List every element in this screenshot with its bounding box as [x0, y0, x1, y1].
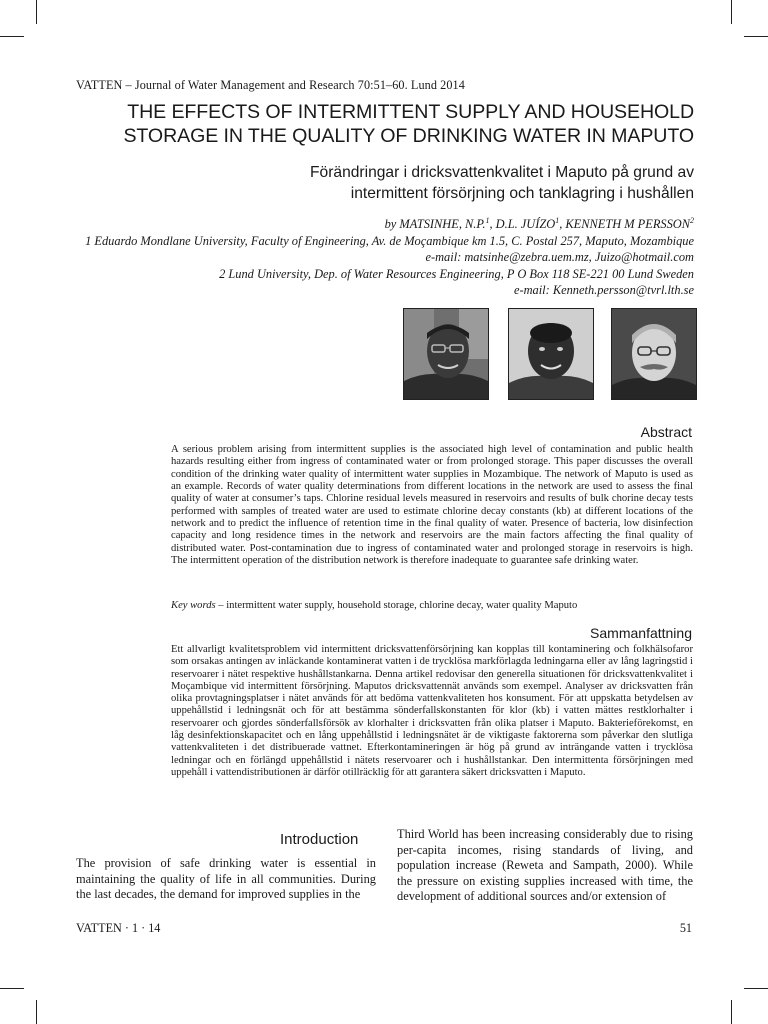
sammanfattning-body	[171, 644, 693, 779]
author-1-affil: 1	[485, 215, 490, 225]
affiliation-2: 2 Lund University, Dep. of Water Resources Engineering, P O Box 118 SE-221 00 Lund Sweden	[219, 266, 694, 281]
title-line-2: STORAGE IN THE QUALITY OF DRINKING WATER IN MAPUTO	[123, 125, 694, 147]
author-photo-1	[403, 308, 489, 400]
crop-mark-top-right-v	[731, 0, 732, 24]
email-2: e-mail: Kenneth.persson@tvrl.lth.se	[513, 283, 694, 298]
sammanfattning-paragraph: Ett allvarligt kvalitetsproblem vid intermittent dricksvattenförsörjning kan kopplas till kontaminering och folkhälsofaror som orsakas antingen av inläckande kontaminerat vatten i de trycklösa markförlagda ledningarna eller av lång lagringstid i reservoarer i nätet respektive hushållstankarna. Denna artikel redovisar den generella situationen för dricksvattenkvalitet i Moçambique vid intermittent försörjning. Maputos dricksvattennät används som exempel. Analyser av dricksvatten från olika provtagningsplatser i nätet används för att bedöma vattenkvaliteten hos konsument. För att uppskatta betydelsen av uppehållstid i ledningsnät och för att bestämma sönderfallskonstanten för klor (kb) i vatten mättes restklorhalter i reservoarer och gjordes sönderfallsförsök av klorhalter i dricksvatten från olika platser i Maputo. Bakterieförekomst, en låg desinfektionskapacitet och en lång uppehållstid i ledningsnätet är de viktigaste faktorerna som påverkar den slutliga vattenkvaliteten i det distribuerade vattnet. Efterkontamineringen är hög på grund av inträngande vatten i trycklösa ledningar och en förlängd uppehållstid i nätets reservoarer och i hushållstankar. Den intermittenta försörjningen med uppehåll i vattendistributionen är därför otillräcklig för att garantera säkert dricksvatten i Maputo.	[171, 644, 693, 778]
keywords-line	[171, 600, 693, 611]
sammanfattning-heading: Sammanfattning	[590, 625, 692, 641]
affiliation-1: 1 Eduardo Mondlane University, Faculty of Engineering, Av. de Moçambique km 1.5, C. Postal 257, Maputo, Mozambique	[85, 233, 694, 248]
author-3: , KENNETH M PERSSON	[559, 217, 690, 231]
article-title	[54, 100, 694, 148]
footer-journal-issue: VATTEN · 1 · 14	[76, 921, 161, 935]
author-photo-2	[508, 308, 594, 400]
keywords-label: Key words	[171, 600, 216, 611]
subtitle-line-2: intermittent försörjning och tanklagring i hushållen	[350, 185, 694, 202]
author-1: by MATSINHE, N.P.	[384, 217, 486, 231]
crop-mark-bottom-left-v	[36, 1000, 37, 1024]
author-2: , D.L. JUÍZO	[489, 217, 556, 231]
introduction-right-column: Third World has been increasing considerably due to rising per-capita incomes, rising standards of living, and population increase (Reweta and Sampath, 2000). While the pressure on existing supplies increased with time, the development of additional sources and/or extension of	[397, 827, 693, 904]
page-number: 51	[679, 921, 692, 935]
author-photo-3	[611, 308, 697, 400]
crop-mark-top-left-h	[0, 36, 24, 37]
introduction-heading: Introduction	[280, 831, 359, 848]
abstract-heading: Abstract	[640, 424, 692, 440]
author-block	[0, 216, 694, 299]
email-1: e-mail: matsinhe@zebra.uem.mz, Juizo@hotmail.com	[425, 250, 694, 265]
author-2-affil: 1	[555, 215, 560, 225]
crop-mark-top-right-h	[744, 36, 768, 37]
introduction-left-column: The provision of safe drinking water is essential in maintaining the quality of life in all communities. During the last decades, the demand for improved supplies in the	[76, 856, 376, 902]
author-3-affil: 2	[690, 215, 694, 225]
author-line	[0, 216, 694, 233]
keywords-text: – intermittent water supply, household storage, chlorine decay, water quality Maputo	[215, 600, 578, 611]
title-line-1: THE EFFECTS OF INTERMITTENT SUPPLY AND HOUSEHOLD	[127, 101, 694, 123]
crop-mark-bottom-right-v	[731, 1000, 732, 1024]
abstract-paragraph: A serious problem arising from intermittent supplies is the associated high level of contamination and public health hazards resulting either from ingress of contaminated water or from prolonged storage. This paper discusses the overall condition of the drinking water quality of intermittent water supplies in Mozambique. The network of Maputo is used as an example. Records of water quality determinations from different locations in the network are used to assess the final quality of water at consumer’s taps. Chlorine residual levels measured in reservoirs and results of bulk chorine decay tests performed with samples of treated water are used to estimate chlorine decay constants (kb) at different locations of the network and to predict the influence of retention time in the final quality of water. Presence of bacteria, low disinfection capacity and long residence times in the network and reservoirs are the main factors affecting the final quality of distributed water. Post-contamination due to ingress of contaminated water and prolonged storage in reservoirs is high. The intermittent operation of the distribution network is therefore inadequate to guarantee safe drinking water.	[171, 444, 693, 567]
crop-mark-bottom-left-h	[0, 988, 24, 989]
abstract-body	[171, 444, 693, 567]
journal-header: VATTEN – Journal of Water Management and Research 70:51–60. Lund 2014	[76, 78, 465, 92]
article-subtitle	[54, 162, 694, 204]
subtitle-line-1: Förändringar i dricksvattenkvalitet i Maputo på grund av	[310, 164, 694, 181]
crop-mark-bottom-right-h	[744, 988, 768, 989]
crop-mark-top-left-v	[36, 0, 37, 24]
